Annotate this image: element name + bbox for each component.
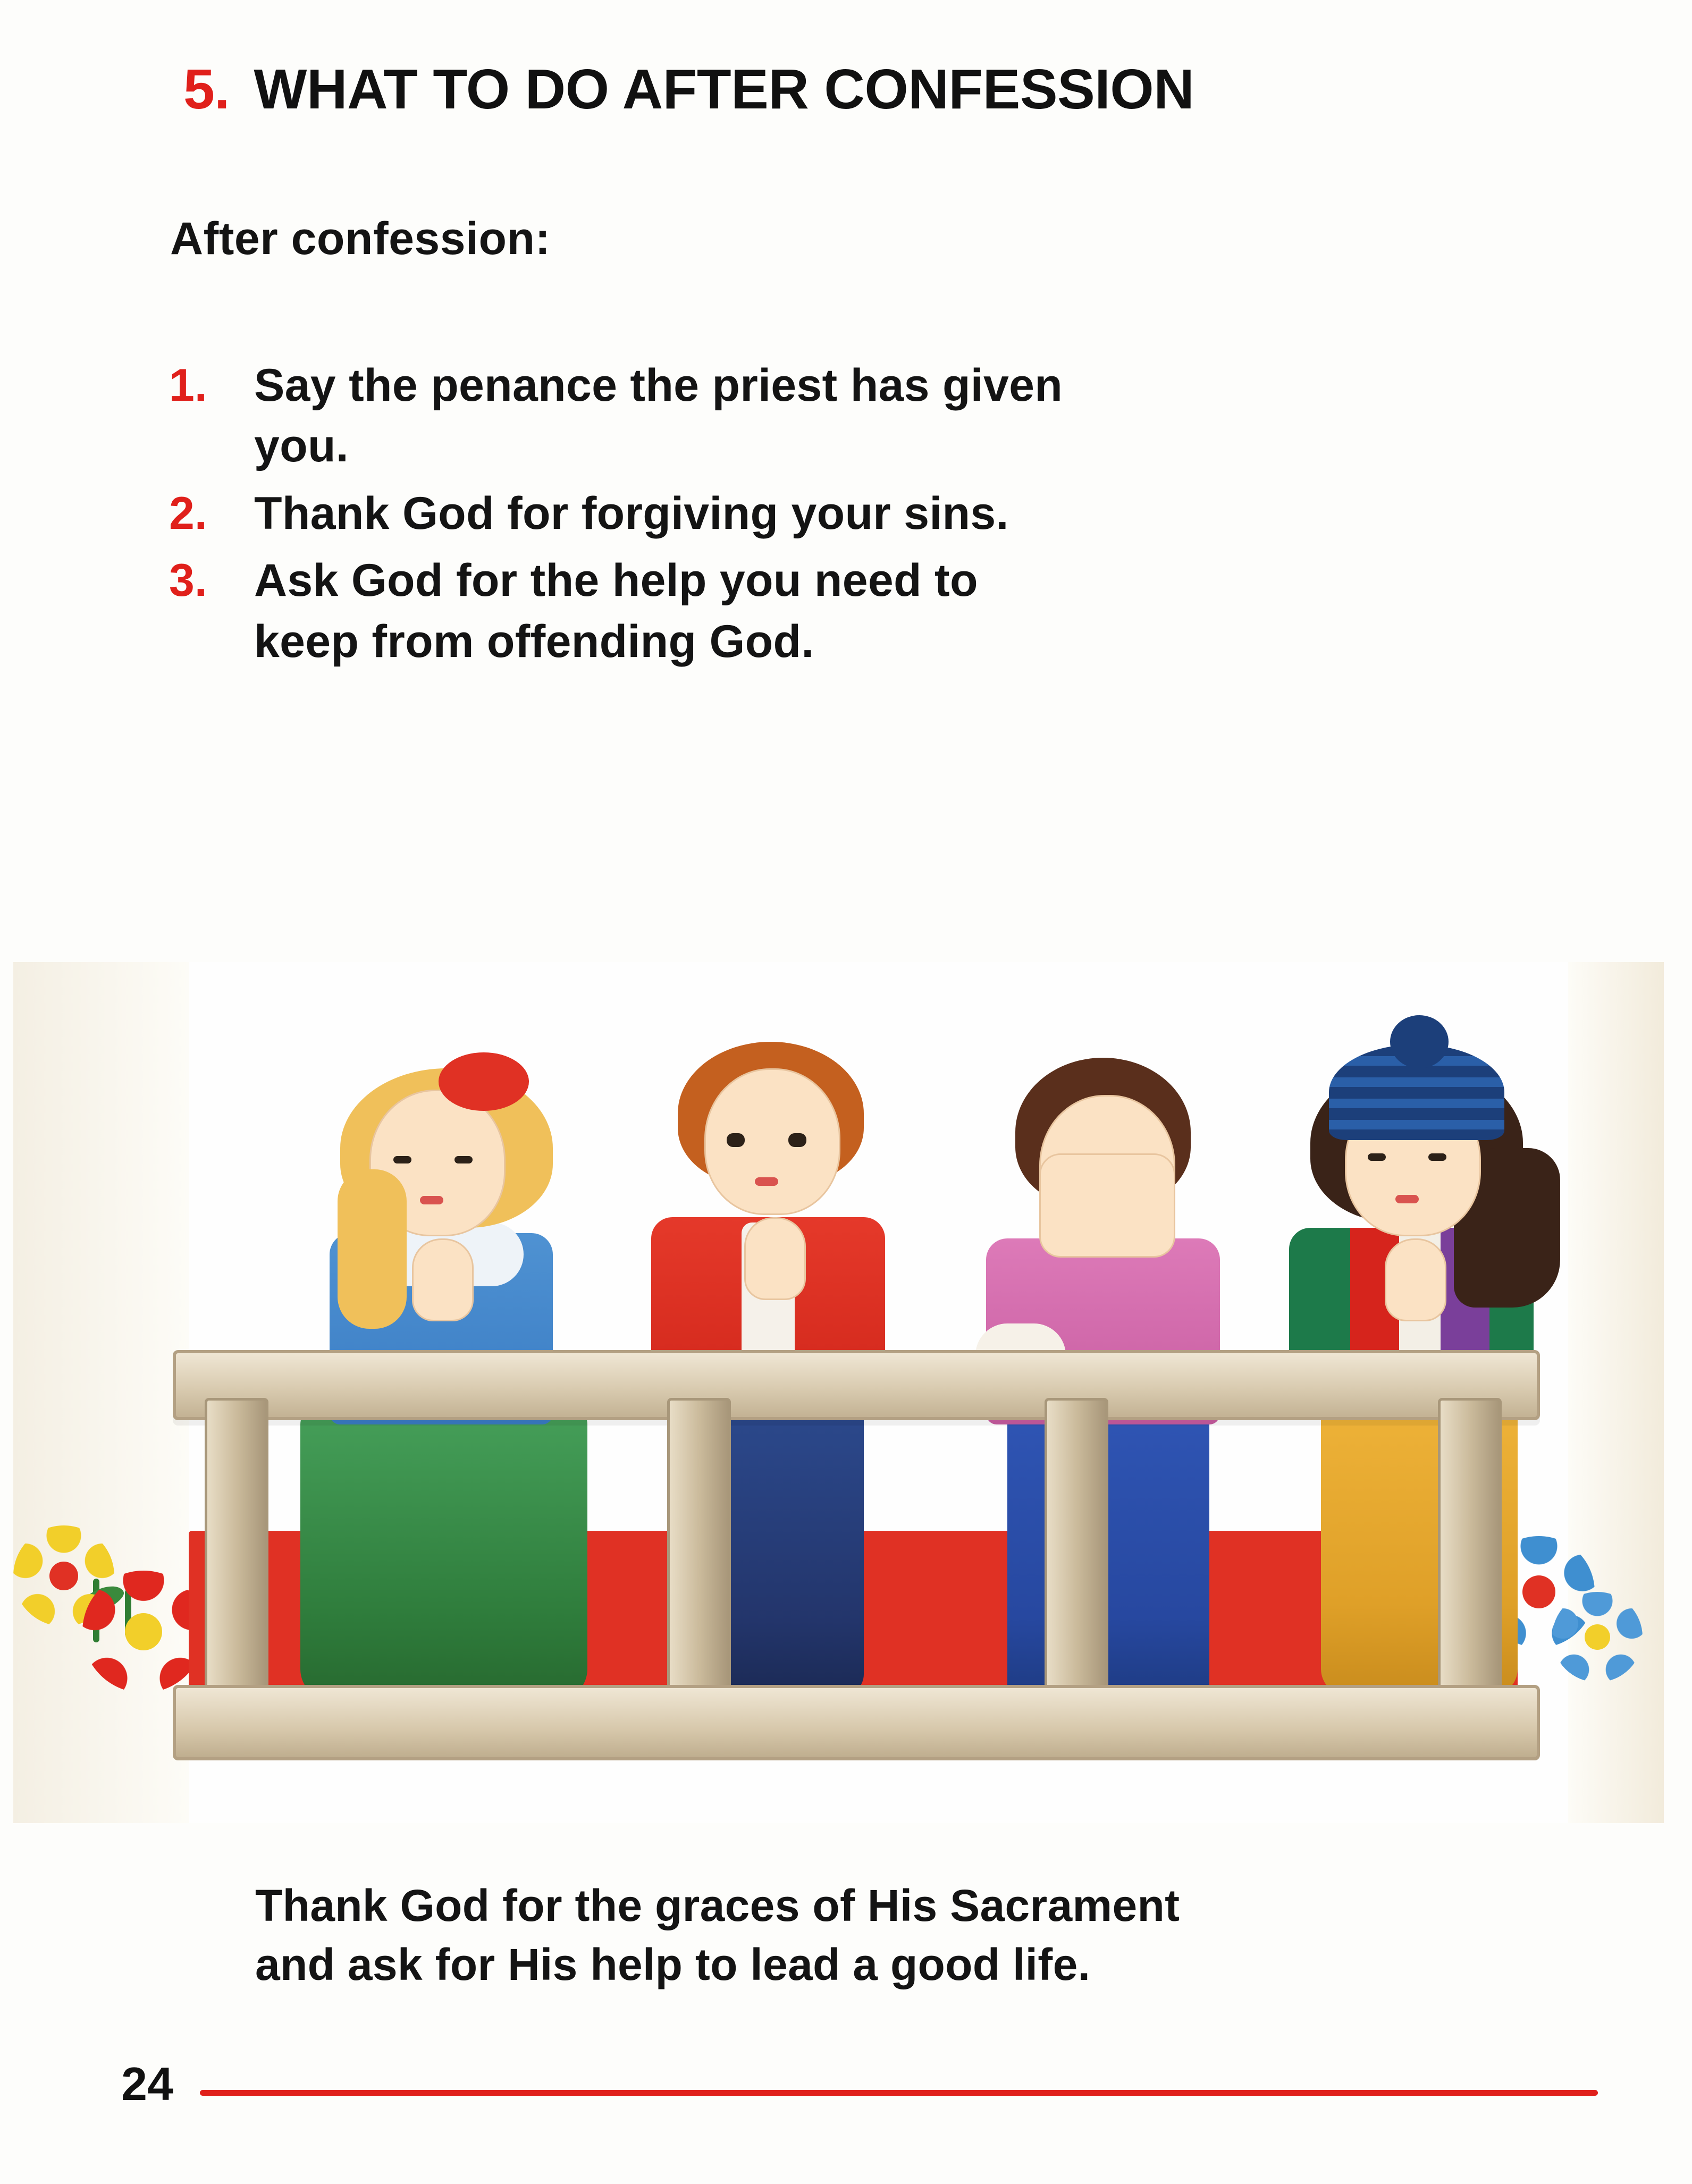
list-item-line2: keep from offending God. [254, 615, 814, 667]
caption-line2: and ask for His help to lead a good life. [255, 1939, 1091, 1989]
rail-post [667, 1398, 731, 1701]
list-item-line1: Thank God for forgiving your sins. [254, 487, 1009, 539]
communion-rail-top [173, 1350, 1540, 1420]
face [704, 1068, 840, 1215]
list-item [169, 355, 1360, 477]
steps-list [169, 355, 1360, 678]
list-item-line1: Say the penance the priest has given [254, 360, 1063, 411]
flower-center [49, 1562, 78, 1590]
illustration-canvas [13, 962, 1664, 1823]
list-item-number: 3. [169, 555, 207, 606]
communion-rail-scene [173, 978, 1534, 1807]
caption-line1: Thank God for the graces of His Sacrament [255, 1881, 1180, 1930]
folded-hands [1385, 1238, 1446, 1321]
list-item-line2: you. [254, 420, 349, 472]
folded-hands [412, 1238, 474, 1321]
intro-text: After confession: [170, 213, 551, 264]
folded-hands [744, 1217, 806, 1300]
eye [1428, 1153, 1446, 1161]
blue-pants [1007, 1409, 1209, 1706]
braid [338, 1169, 407, 1329]
list-item-text [254, 550, 1360, 672]
page-heading [183, 57, 1194, 122]
page-title: WHAT TO DO AFTER CONFESSION [254, 58, 1194, 121]
communion-rail-base [173, 1685, 1540, 1760]
flower-center [125, 1613, 162, 1650]
list-item [169, 483, 1360, 544]
cap-pompom [1390, 1015, 1449, 1068]
rail-post [205, 1398, 268, 1701]
mouth [1395, 1195, 1419, 1203]
page-footer [121, 2057, 1503, 2121]
list-item-text [254, 483, 1360, 544]
list-item-line1: Ask God for the help you need to [254, 555, 978, 606]
illustration-caption [255, 1876, 1441, 1994]
eye [1368, 1153, 1386, 1161]
mouth [420, 1196, 443, 1204]
illustration-left-tint [13, 962, 189, 1823]
list-item-text [254, 355, 1360, 477]
hair-ribbon [439, 1052, 529, 1111]
eye [393, 1156, 411, 1163]
eye [727, 1133, 745, 1147]
eye [788, 1133, 806, 1147]
eye [454, 1156, 473, 1163]
list-item-number: 1. [169, 360, 207, 411]
rail-post [1438, 1398, 1502, 1701]
list-item-number: 2. [169, 487, 207, 539]
green-skirt [300, 1403, 587, 1701]
footer-divider [200, 2090, 1598, 2096]
hands-over-face [1039, 1153, 1175, 1258]
flower-center [1585, 1624, 1610, 1650]
illustration [13, 962, 1664, 1823]
mouth [755, 1177, 778, 1186]
heading-number: 5. [183, 58, 230, 121]
page-number: 24 [121, 2057, 173, 2110]
rail-post [1045, 1398, 1108, 1701]
list-item [169, 550, 1360, 672]
illustration-right-tint [1568, 962, 1664, 1823]
child-figure-boy-red-jacket [603, 994, 944, 1701]
